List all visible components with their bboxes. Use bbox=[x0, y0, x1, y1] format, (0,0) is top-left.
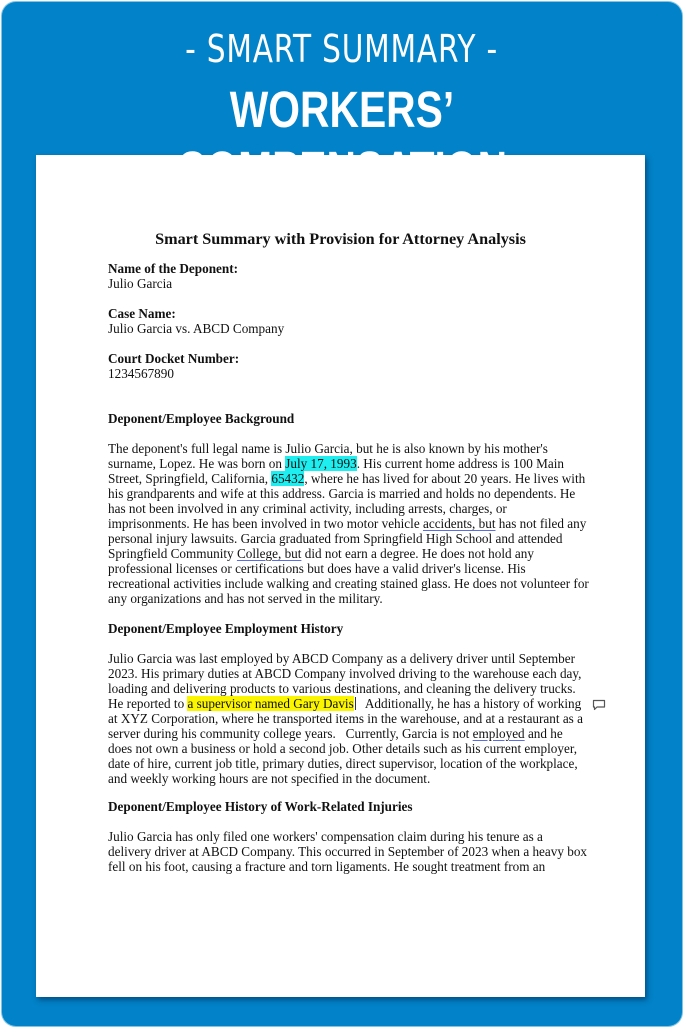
line-text: . His current home address is 100 Main bbox=[356, 456, 564, 471]
paragraph-line bbox=[108, 681, 576, 696]
section-heading-injuries: Deponent/Employee History of Work-Related Injuries bbox=[108, 799, 413, 814]
line-text: has not been involved in any criminal activity, including arrests, charges, or bbox=[108, 501, 507, 516]
line-text: Springfield Community bbox=[108, 546, 237, 561]
line-text: surname, Lopez. He was born on bbox=[108, 456, 286, 471]
field-label-docket: Court Docket Number: bbox=[108, 351, 240, 366]
paragraph-line bbox=[108, 441, 548, 456]
line-text: imprisonments. He has been involved in two motor vehicle bbox=[108, 516, 423, 531]
section-heading-employment: Deponent/Employee Employment History bbox=[108, 621, 344, 636]
paragraph-line bbox=[108, 486, 575, 501]
line-text: and weekly working hours are not specified in the document. bbox=[108, 771, 431, 786]
banner-title bbox=[0, 80, 684, 198]
paragraph-line bbox=[108, 859, 545, 874]
paragraph-line bbox=[108, 591, 383, 606]
paragraph-line bbox=[108, 651, 575, 666]
highlighted-text: 65432 bbox=[271, 471, 305, 486]
paragraph-line bbox=[108, 696, 581, 711]
line-text: did not earn a degree. He does not hold any bbox=[301, 546, 534, 561]
line-text: server during his community college years. Currently, Garcia is not bbox=[108, 726, 473, 741]
line-text: Additionally, he has a history of working bbox=[355, 696, 582, 711]
paragraph-line bbox=[108, 726, 563, 741]
paragraph-line bbox=[108, 501, 507, 516]
line-text: He reported to bbox=[108, 696, 188, 711]
line-text: 2023. His primary duties at ABCD Company involved driving to the warehouse each day, bbox=[108, 666, 582, 681]
line-text: delivery driver at ABCD Company. This occurred in September of 2023 when a heavy box bbox=[108, 844, 588, 859]
document-title: Smart Summary with Provision for Attorney Analysis bbox=[155, 230, 526, 248]
paragraph-line bbox=[108, 531, 563, 546]
spellcheck-underlined-text: accidents, but bbox=[422, 516, 496, 531]
banner-subtitle-text: - SMART SUMMARY - bbox=[185, 27, 499, 71]
paragraph-line bbox=[108, 666, 581, 681]
paragraph-line bbox=[108, 546, 534, 561]
line-text: The deponent's full legal name is Julio Garcia, but he is also known by his mother's bbox=[108, 441, 548, 456]
paragraph-line bbox=[108, 516, 586, 531]
line-text: does not own a business or hold a second job. Other details such as his current employer, bbox=[108, 741, 577, 756]
line-text: personal injury lawsuits. Garcia graduated from Springfield High School and attended bbox=[108, 531, 563, 546]
banner-subtitle bbox=[0, 26, 684, 72]
field-label-deponent: Name of the Deponent: bbox=[108, 261, 239, 276]
field-value-docket: 1234567890 bbox=[108, 366, 174, 381]
line-text: recreational activities include walking and creating stained glass. He does not volunteer for bbox=[108, 576, 589, 591]
paragraph-line bbox=[108, 756, 578, 771]
field-value-deponent: Julio Garcia bbox=[108, 276, 173, 291]
paragraph-line bbox=[108, 576, 589, 591]
spellcheck-underlined-text: College, but bbox=[236, 546, 302, 561]
paragraph-line bbox=[108, 711, 583, 726]
line-text: his grandparents and wife at this address. Garcia is married and holds no dependents. He bbox=[108, 486, 576, 501]
line-text: professional licenses or certifications but does have a valid driver's license. His bbox=[108, 561, 526, 576]
highlighted-text: July 17, 1993 bbox=[285, 456, 357, 471]
paragraph-line bbox=[108, 561, 526, 576]
line-text: and he bbox=[524, 726, 563, 741]
line-text: has not filed any bbox=[495, 516, 587, 531]
document-page[interactable] bbox=[36, 155, 645, 997]
line-text: loading and delivering products to various destinations, and cleaning the delivery trucks. bbox=[108, 681, 576, 696]
field-label-case-name: Case Name: bbox=[108, 306, 176, 321]
line-text: Julio Garcia has only filed one workers' compensation claim during his tenure as a bbox=[108, 829, 543, 844]
paragraph-line bbox=[108, 771, 430, 786]
line-text: date of hire, current job title, primary duties, direct supervisor, location of the workplace, bbox=[108, 756, 578, 771]
line-text: Street, Springfield, California, bbox=[108, 471, 272, 486]
field-value-case-name: Julio Garcia vs. ABCD Company bbox=[108, 321, 285, 336]
paragraph-line bbox=[108, 844, 587, 859]
spellcheck-underlined-text: employed bbox=[472, 726, 525, 741]
paragraph-line bbox=[108, 471, 585, 486]
line-text: any organizations and has not served in the military. bbox=[108, 591, 383, 606]
comment-icon[interactable] bbox=[592, 699, 606, 711]
line-text: Julio Garcia was last employed by ABCD Company as a delivery driver until September bbox=[108, 651, 575, 666]
line-text: fell on his foot, causing a fracture and torn ligaments. He sought treatment from an bbox=[108, 859, 546, 874]
paragraph-line bbox=[108, 456, 564, 471]
line-text: , where he has lived for about 20 years. He lives with bbox=[304, 471, 586, 486]
highlighted-text: a supervisor named Gary Davis bbox=[187, 696, 354, 711]
paragraph-line bbox=[108, 829, 543, 844]
line-text: at XYZ Corporation, where he transported items in the warehouse, and at a restaurant as a bbox=[108, 711, 583, 726]
banner-title-text: WORKERS’ COMPENSATION bbox=[176, 81, 508, 198]
paragraph-line bbox=[108, 741, 577, 756]
section-heading-background: Deponent/Employee Background bbox=[108, 411, 295, 426]
